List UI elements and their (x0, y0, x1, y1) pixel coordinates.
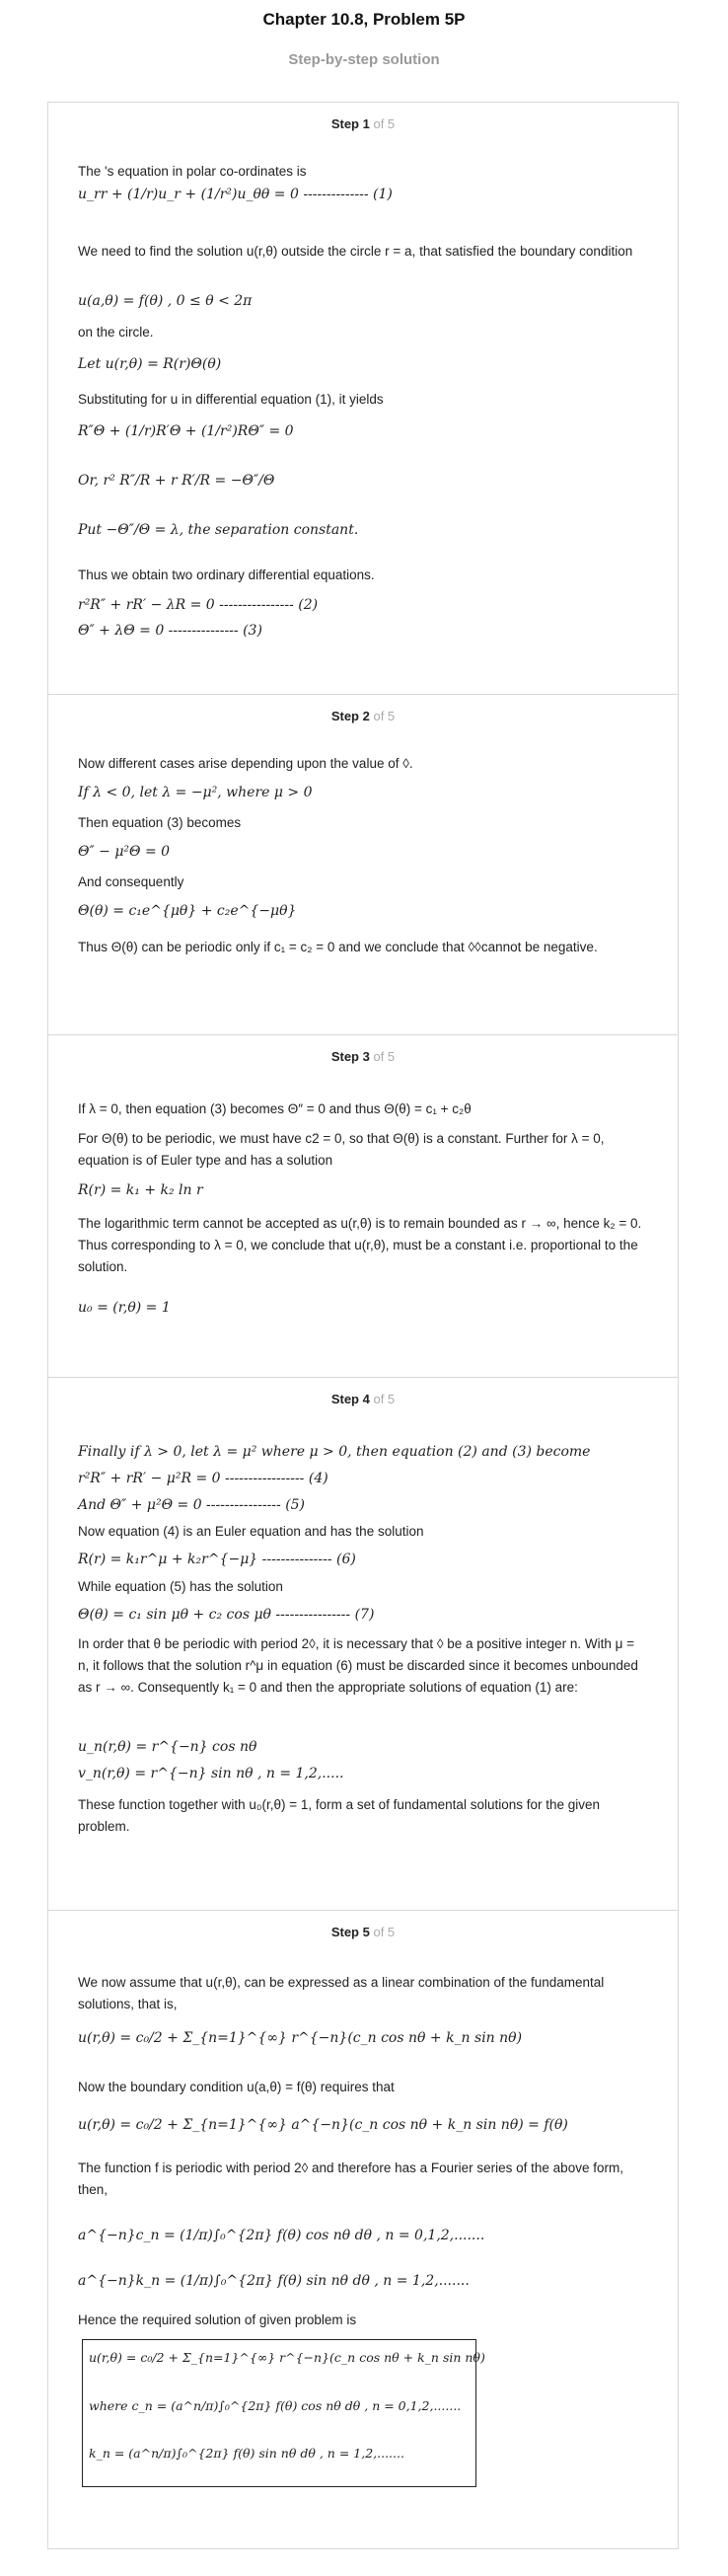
equation-u0: u₀ = (r,θ) = 1 (78, 1300, 171, 1316)
equation (78, 2270, 648, 2292)
step-1 (48, 103, 678, 695)
equation-euler-log: R(r) = k₁ + k₂ ln r (78, 1182, 203, 1198)
equation-boundary-series: u(r,θ) = c₀/2 + Σ_{n=1}^{∞} a^{−n}(c_n cos nθ + k_n sin nθ) = f(θ) (78, 2117, 568, 2133)
equation (78, 2114, 648, 2136)
equation-laplace: u_rr + (1/r)u_r + (1/r²)u_θθ = 0 -------------- (1) (78, 187, 393, 202)
step-text: The function f is periodic with period 2◊ and therefore has a Fourier series of the above form, then, (78, 2160, 623, 2197)
equation (78, 1763, 648, 1784)
step-text: Then equation (3) becomes (78, 815, 242, 830)
equation-boundary: u(a,θ) = f(θ) , 0 ≤ θ < 2π (78, 293, 253, 309)
equation-substituted: R″Θ + (1/r)R′Θ + (1/r²)RΘ″ = 0 (78, 423, 294, 439)
step-5 (48, 1911, 678, 2550)
step-text: Thus Θ(θ) can be periodic only if c₁ = c₂ = 0 and we conclude that ◊◊cannot be negative. (78, 940, 598, 954)
step-text: We need to find the solution u(r,θ) outside the circle r = a, that satisfied the boundary condition (78, 244, 633, 259)
page-title: Chapter 10.8, Problem 5P (262, 10, 466, 29)
step-text: Now different cases arise depending upon the value of ◊. (78, 756, 413, 771)
equation (89, 2350, 485, 2365)
step-text: We now assume that u(r,θ), can be expressed as a linear combination of the fundamental solutions, that is, (78, 1975, 605, 2011)
step-text: Substituting for u in differential equation (1), it yields (78, 392, 384, 407)
equation (89, 2397, 473, 2415)
equation (78, 184, 648, 205)
equation-negative-lambda: If λ < 0, let λ = −μ², where μ > 0 (78, 785, 313, 800)
equation (78, 841, 648, 863)
final-solution: u(r,θ) = c₀/2 + Σ_{n=1}^{∞} r^{−n}(c_n cos nθ + k_n sin nθ) (89, 2350, 485, 2365)
equation-2: r²R″ + rR′ − λR = 0 ---------------- (2) (78, 597, 319, 613)
equation-un: u_n(r,θ) = r^{−n} cos nθ (78, 1739, 257, 1755)
step-text: Hence the required solution of given problem is (78, 2312, 357, 2327)
equation (78, 1297, 648, 1319)
final-kn: k_n = (a^n/π)∫₀^{2π} f(θ) sin nθ dθ , n = 1,2,....... (89, 2446, 404, 2461)
equation-positive-lambda: Finally if λ > 0, let λ = μ² where μ > 0, then equation (2) and (3) become (78, 1444, 591, 1460)
step-text: And consequently (78, 874, 184, 889)
step-of: of 5 (373, 709, 396, 723)
step-number: Step 2 (330, 709, 370, 723)
equation-5: And Θ″ + μ²Θ = 0 ---------------- (5) (78, 1497, 306, 1513)
equation-theta-neg: Θ″ − μ²Θ = 0 (78, 844, 171, 860)
step-of: of 5 (373, 116, 396, 131)
equation (78, 1549, 648, 1570)
equation-rearranged: Or, r² R″/R + r R′/R = −Θ″/Θ (78, 473, 275, 489)
equation-cn: a^{−n}c_n = (1/π)∫₀^{2π} f(θ) cos nθ dθ , n = 0,1,2,....... (78, 2228, 485, 2243)
equation (78, 1179, 648, 1201)
step-text: In order that θ be periodic with period 2◊, it is necessary that ◊ be a positive integer n. With μ = n, it follows that the solution r^μ in equation (6) must be discarded since it becomes unbounded as r → ∞. Consequently k₁ = 0 and then the appropriate solutions of equation (1) are: (78, 1636, 638, 1695)
step-number: Step 4 (330, 1392, 370, 1406)
step-text: on the circle. (78, 325, 154, 340)
equation (78, 900, 648, 922)
step-text: The 's equation in polar co-ordinates is (78, 164, 307, 179)
final-answer-box (82, 2339, 485, 2487)
step-2 (48, 695, 678, 1035)
step-text: While equation (5) has the solution (78, 1579, 283, 1594)
equation (78, 594, 648, 616)
step-text: If λ = 0, then equation (3) becomes Θ″ = 0 and thus Θ(θ) = c₁ + c₂θ (78, 1101, 472, 1116)
step-number: Step 3 (330, 1049, 370, 1064)
step-3 (48, 1035, 678, 1378)
equation-exponential: Θ(θ) = c₁e^{μθ} + c₂e^{−μθ} (78, 903, 297, 919)
step-header (48, 1392, 678, 1406)
equation (78, 470, 648, 492)
step-of: of 5 (373, 1392, 396, 1406)
equation (78, 420, 648, 442)
step-text (78, 782, 648, 803)
equation-3: Θ″ + λΘ = 0 --------------- (3) (78, 623, 262, 639)
final-cn: where c_n = (a^n/π)∫₀^{2π} f(θ) cos nθ dθ , n = 0,1,2,....... (89, 2398, 462, 2413)
step-number: Step 1 (330, 116, 370, 131)
step-text: Thus we obtain two ordinary differential equations. (78, 568, 375, 582)
equation-vn: v_n(r,θ) = r^{−n} sin nθ , n = 1,2,..... (78, 1766, 344, 1781)
equation (78, 1494, 648, 1516)
step-text (78, 519, 648, 541)
equation (89, 2445, 473, 2462)
equation-6: R(r) = k₁r^μ + k₂r^{−μ} --------------- (6) (78, 1552, 356, 1567)
equation (78, 1468, 648, 1489)
page-subtitle: Step-by-step solution (288, 51, 440, 68)
step-text: The logarithmic term cannot be accepted as u(r,θ) is to remain bounded as r → ∞, hence k₂ = 0. Thus corresponding to λ = 0, we conclude that u(r,θ), must be a constant i.e. proportional to the solution. (78, 1216, 642, 1274)
solution-card (47, 102, 679, 2549)
step-text (78, 353, 648, 375)
step-text (78, 1441, 648, 1463)
step-header (48, 1925, 678, 1939)
equation (78, 620, 648, 642)
equation-separation: Let u(r,θ) = R(r)Θ(θ) (78, 356, 222, 372)
equation-series: u(r,θ) = c₀/2 + Σ_{n=1}^{∞} r^{−n}(c_n cos nθ + k_n sin nθ) (78, 2030, 523, 2046)
step-header (48, 116, 678, 131)
step-text: Now equation (4) is an Euler equation and has the solution (78, 1524, 424, 1539)
step-text: Now the boundary condition u(a,θ) = f(θ) requires that (78, 2080, 395, 2094)
equation (78, 290, 648, 312)
equation-lambda: Put −Θ″/Θ = λ, the separation constant. (78, 522, 359, 538)
equation (78, 2225, 648, 2246)
step-header (48, 709, 678, 723)
step-text: These function together with u₀(r,θ) = 1, form a set of fundamental solutions for the given problem. (78, 1797, 601, 1834)
equation (78, 1736, 648, 1758)
equation (78, 1604, 648, 1626)
equation (78, 2027, 648, 2049)
equation-4: r²R″ + rR′ − μ²R = 0 ----------------- (4) (78, 1471, 328, 1486)
step-text: For Θ(θ) to be periodic, we must have c2 = 0, so that Θ(θ) is a constant. Further for λ = 0, equation is of Euler type and has a solution (78, 1131, 605, 1168)
step-of: of 5 (373, 1925, 396, 1939)
step-of: of 5 (373, 1049, 396, 1064)
step-number: Step 5 (330, 1925, 370, 1939)
step-4 (48, 1378, 678, 1911)
step-header (48, 1049, 678, 1064)
equation-7: Θ(θ) = c₁ sin μθ + c₂ cos μθ ---------------- (7) (78, 1607, 375, 1623)
equation-kn: a^{−n}k_n = (1/π)∫₀^{2π} f(θ) sin nθ dθ , n = 1,2,....... (78, 2273, 470, 2289)
